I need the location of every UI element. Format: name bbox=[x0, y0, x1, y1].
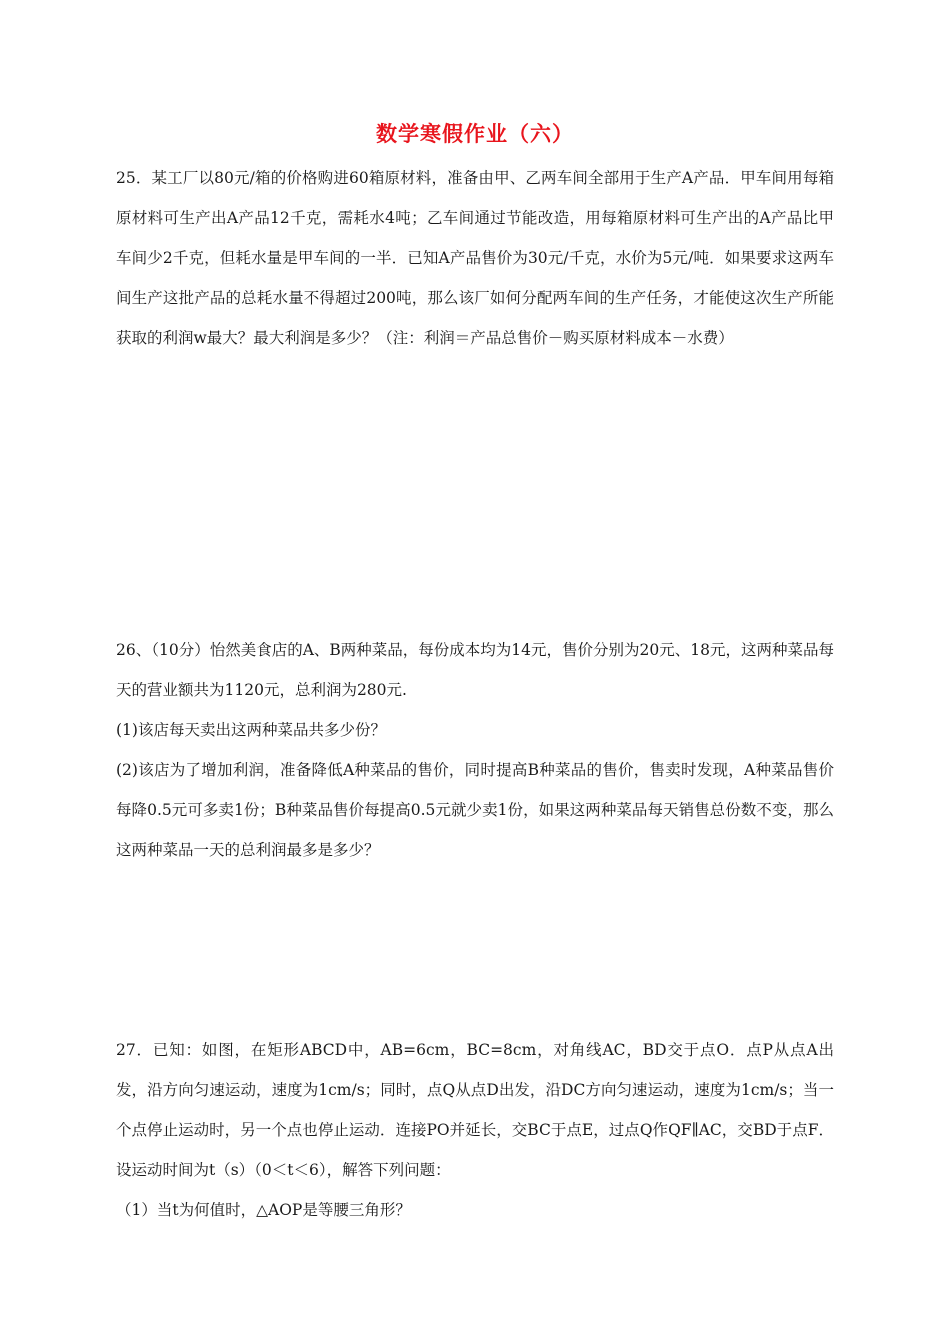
problem-26-question-2: (2)该店为了增加利润，准备降低A种菜品的售价，同时提高B种菜品的售价，售卖时发现，A种菜品售价每降0.5元可多卖1份；B种菜品售价每提高0.5元就少卖1份，如果这两种菜品每天销售总份数不变，那么这两种菜品一天的总利润最多是多少？ bbox=[116, 761, 834, 859]
problem-25 bbox=[116, 158, 834, 358]
problem-27-question-1: （1）当t为何值时，△AOP是等腰三角形？ bbox=[116, 1201, 411, 1219]
problem-27 bbox=[116, 1030, 834, 1230]
problem-25-text: 25．某工厂以80元/箱的价格购进60箱原材料，准备由甲、乙两车间全部用于生产A产品．甲车间用每箱原材料可生产出A产品12千克，需耗水4吨；乙车间通过节能改造，用每箱原材料可生产出的A产品比甲车间少2千克，但耗水量是甲车间的一半．已知A产品售价为30元/千克，水价为5元/吨．如果要求这两车间生产这批产品的总耗水量不得超过200吨，那么该厂如何分配两车间的生产任务，才能使这次生产所能获取的利润w最大？最大利润是多少？（注：利润＝产品总售价－购买原材料成本－水费） bbox=[116, 169, 834, 347]
problem-26-question-1: (1)该店每天卖出这两种菜品共多少份？ bbox=[116, 721, 386, 739]
problem-26 bbox=[116, 630, 834, 870]
problem-26-intro: 26、（10分）怡然美食店的A、B两种菜品，每份成本均为14元，售价分别为20元、18元，这两种菜品每天的营业额共为1120元，总利润为280元. bbox=[116, 641, 834, 699]
problem-27-intro: 27．已知：如图，在矩形ABCD中，AB=6cm，BC=8cm，对角线AC，BD交于点O．点P从点A出发，沿方向匀速运动，速度为1cm/s；同时，点Q从点D出发，沿DC方向匀速运动，速度为1cm/s；当一个点停止运动时，另一个点也停止运动．连接PO并延长，交BC于点E，过点Q作QF∥AC，交BD于点F．设运动时间为t（s）（0＜t＜6），解答下列问题： bbox=[116, 1041, 834, 1179]
page-title: 数学寒假作业（六） bbox=[376, 122, 574, 146]
